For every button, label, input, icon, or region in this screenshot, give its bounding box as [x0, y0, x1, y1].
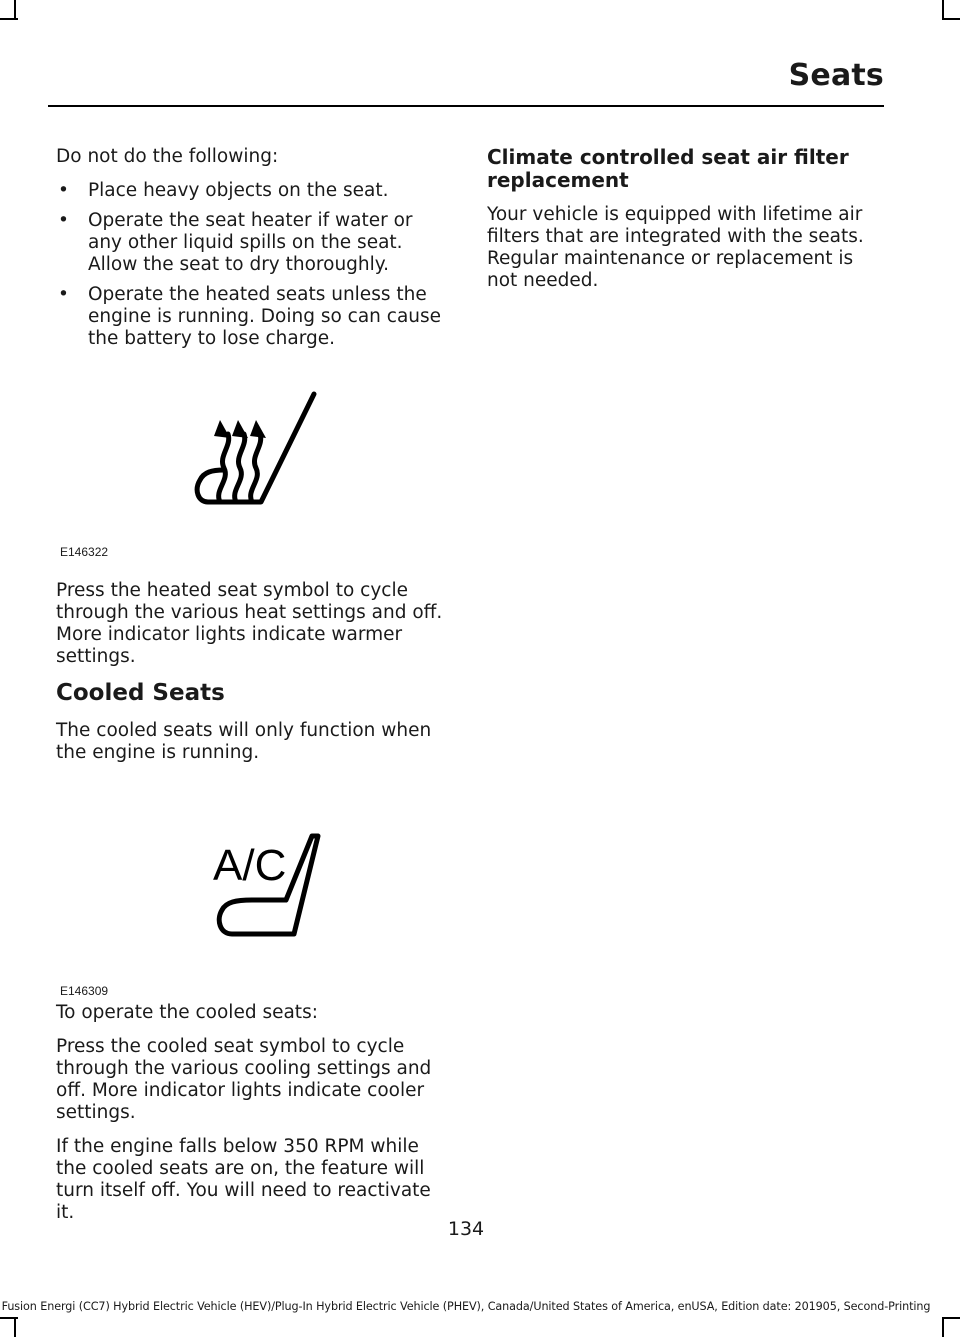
list-item: • Operate the seat heater if water or any other liquid spills on the seat. Allow the seat to dry thoroughly.	[56, 210, 451, 276]
filter-text: Your vehicle is equipped with lifetime air filters that are integrated with the seats. Regular maintenance or replacement is not needed.	[487, 204, 864, 291]
cooled-intro: The cooled seats will only function when the engine is running.	[56, 720, 432, 763]
crop-mark	[942, 18, 960, 20]
section-heading: Cooled Seats	[56, 680, 225, 706]
crop-mark	[14, 1319, 16, 1337]
cooled-seat-icon	[56, 784, 451, 974]
warning-list	[56, 180, 451, 350]
left-column	[56, 146, 451, 1236]
page-title: Seats	[788, 58, 884, 93]
heated-instructions: Press the heated seat symbol to cycle through the various heat settings and off. More indicator lights indicate warmer settings.	[56, 580, 443, 667]
footer-text: Fusion Energi (CC7) Hybrid Electric Vehicle (HEV)/Plug-In Hybrid Electric Vehicle (PHEV), Canada/United States of America, enUSA, Edition date: 201905, Second-Printing	[1, 1300, 931, 1313]
list-item: • Operate the heated seats unless the engine is running. Doing so can cause the battery to lose charge.	[56, 284, 451, 350]
ac-label: A/C	[213, 841, 287, 890]
crop-mark	[942, 0, 944, 18]
heated-seat-figure	[56, 380, 451, 580]
crop-mark	[942, 1317, 960, 1319]
right-column	[487, 146, 882, 304]
section-heading: Climate controlled seat air filter replacement	[487, 145, 849, 192]
intro-text: Do not do the following:	[56, 146, 279, 167]
figure-code: E146322	[60, 545, 109, 559]
figure-code: E146309	[60, 984, 109, 998]
heated-seat-icon	[56, 380, 451, 560]
cooled-operate: To operate the cooled seats:	[56, 1002, 318, 1023]
crop-mark	[14, 0, 16, 18]
cooled-seat-figure	[56, 784, 451, 1002]
page-number: 134	[447, 1218, 485, 1240]
list-item: • Place heavy objects on the seat.	[56, 180, 451, 202]
cooled-instructions: Press the cooled seat symbol to cycle through the various cooling settings and off. More indicator lights indicate cooler settings.	[56, 1036, 432, 1123]
header-divider	[48, 105, 884, 107]
crop-mark	[942, 1319, 944, 1337]
rpm-note: If the engine falls below 350 RPM while the cooled seats are on, the feature will turn itself off. You will need to reactivate it.	[56, 1136, 431, 1223]
crop-mark	[0, 18, 18, 20]
crop-mark	[0, 1317, 18, 1319]
